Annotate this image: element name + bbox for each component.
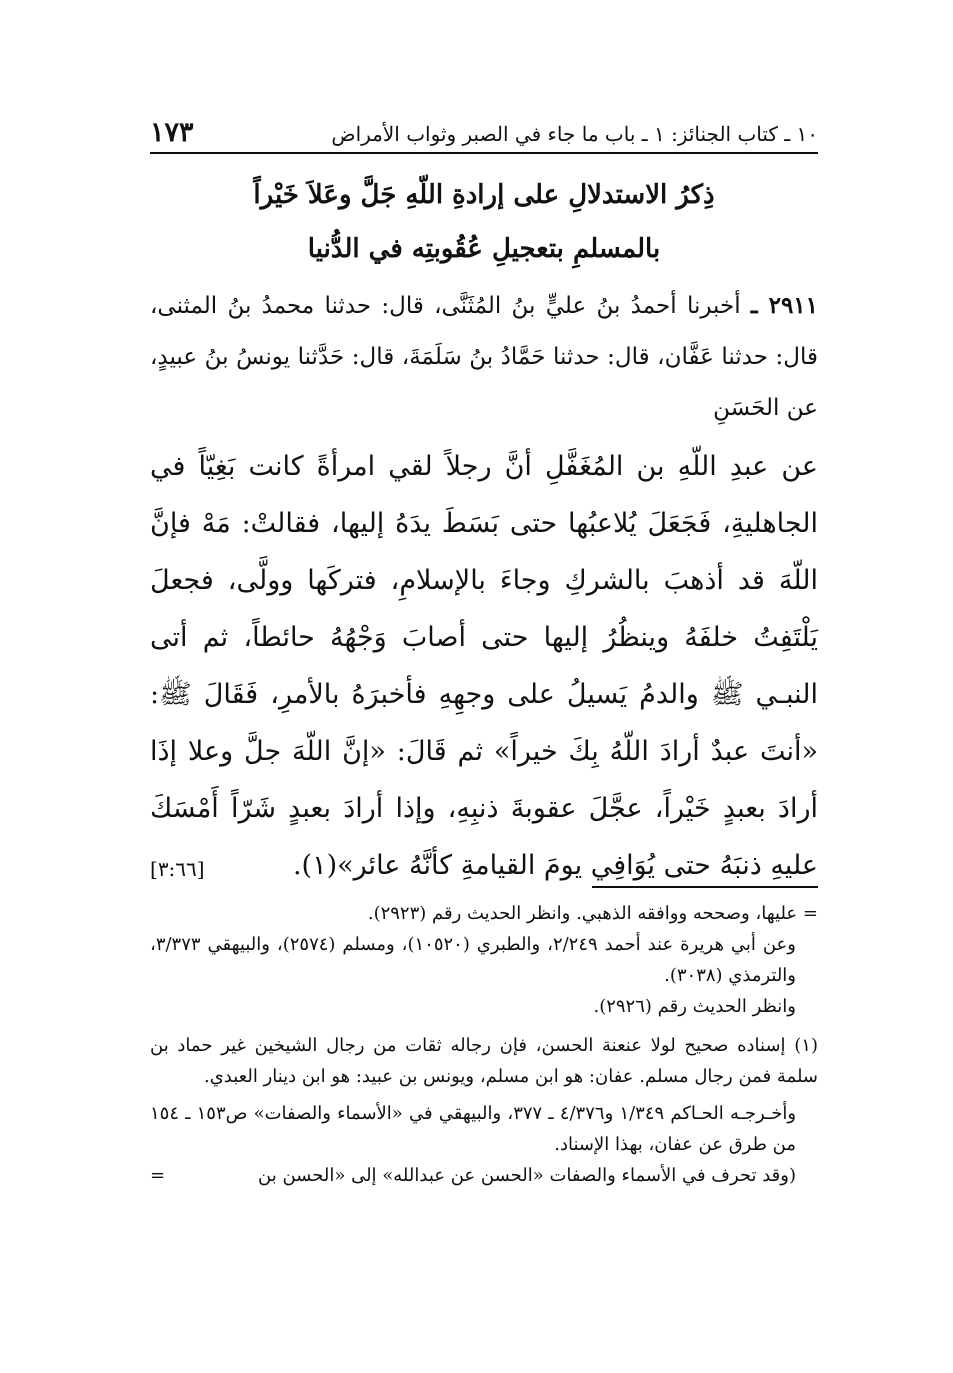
isnad-text: أخبرنا أحمدُ بنُ عليٍّ بنُ المُثَنَّى، قال: حدثنا محمدُ بنُ المثنى، قال: حدثنا عَفَّان، قال: حدثنا حَمَّادُ بنُ سَلَمَةَ، قال: حَدَّثنا يونسُ بنُ عبيدٍ، عن الحَسَنِ [150, 293, 818, 421]
chapter-heading [150, 168, 818, 276]
page-header [150, 108, 818, 154]
footnote-separator [592, 886, 818, 888]
continue-marker: = [150, 1165, 166, 1186]
heading-line-1: ذِكرُ الاستدلالِ على إرادةِ اللّهِ جَلَّ وعَلاَ خَيْراً [253, 180, 715, 210]
hadith-number: ٢٩١١ ـ [750, 292, 819, 319]
footnote-continuation [150, 898, 818, 929]
heading-line-2: بالمسلمِ بتعجيلِ عُقُوبتِه في الدُّنيا [307, 234, 661, 264]
carry-marker: = [802, 903, 818, 924]
hadith-reference: [٣:٦٦] [150, 857, 205, 881]
footnote-1-marker: (١) [794, 1035, 818, 1056]
footnote-1-paragraph-3-text: (وقد تحرف في الأسماء والصفات «الحسن عن عبدالله» إلى «الحسن بن [258, 1165, 796, 1186]
footnote-1-paragraph-2: وأخـرجـه الحـاكم ١/٣٤٩ و٤/٣٧٦ ـ ٣٧٧، والبيهقي في «الأسماء والصفات» ص١٥٣ ـ ١٥٤ من طرق عن عفان، بهذا الإسناد. [150, 1103, 797, 1155]
running-title: ١٠ ـ كتاب الجنائز: ١ ـ باب ما جاء في الصبر وثواب الأمراض [331, 122, 818, 146]
footnotes [150, 898, 818, 1191]
hadith-isnad [150, 280, 818, 434]
hadith-matn [150, 438, 818, 898]
footnote-1 [150, 1030, 818, 1092]
carry-paragraph-3: وانظر الحديث رقم (٢٩٢٦). [593, 996, 796, 1017]
page-number: ١٧٣ [150, 117, 194, 148]
footnote-1-text: إسناده صحيح لولا عنعنة الحسن، فإن رجاله ثقات من رجال الشيخين غير حماد بن سلمة فمن رجال مسلم. عفان: هو ابن مسلم، ويونس بن عبيد: هو ابن دينار العبدي. [150, 1035, 818, 1087]
footnote-1-paragraph-3 [150, 1160, 818, 1191]
matn-text: عن عبدِ اللّهِ بن المُغَفَّلِ أنَّ رجلاً لقي امرأةً كانت بَغِيّاً في الجاهليةِ، فَجَعَلَ يُلاعبُها حتى بَسَطَ يدَهُ إليها، فقالتْ: مَهْ فإنَّ اللّهَ قد أذهبَ بالشركِ وجاءَ بالإسلامِ، فتركَها وولَّى، فجعلَ يَلْتَفِتُ خلفَهُ وينظُرُ إليها حتى أصابَ وَجْهُهُ حائطاً، ثم أتى النبـي ﷺ والدمُ يَسيلُ على وجهِهِ فأخبرَهُ بالأمرِ، فَقَالَ ﷺ: «أنتَ عبدٌ أرادَ اللّهُ بِكَ خيراً» ثم قَالَ: «إنَّ اللّهَ جلَّ وعلا إذَا أرادَ بعبدٍ خَيْراً، عجَّلَ عقوبةَ ذنبِهِ، وإذا أرادَ بعبدٍ شَرّاً أَمْسَكَ عليهِ ذنبَهُ حتى يُوَافِي يومَ القيامةِ كأنَّهُ عائر»(١). [150, 451, 818, 881]
carry-line: عليها، وصححه ووافقه الذهبي. وانظر الحديث رقم (٢٩٢٣). [367, 903, 798, 924]
carry-paragraph-2: وعن أبي هريرة عند أحمد ٢/٢٤٩، والطبري (١٠٥٢٠)، ومسلم (٢٥٧٤)، والبيهقي ٣/٣٧٣، والترمذي (٣٠٣٨). [150, 934, 796, 986]
